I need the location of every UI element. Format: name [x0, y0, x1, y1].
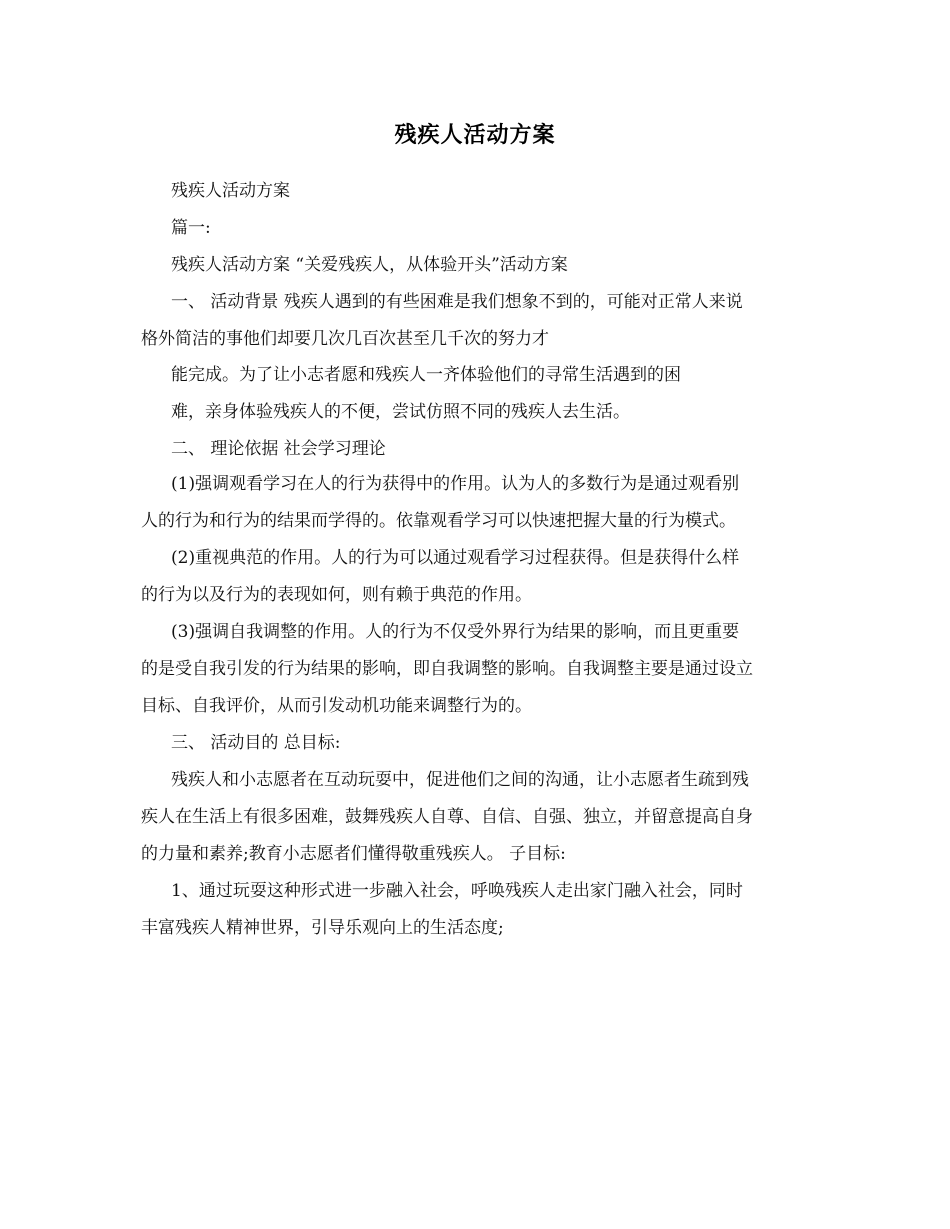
text-line: 1、通过玩耍这种形式进一步融入社会，呼唤残疾人走出家门融入社会，同时	[171, 881, 743, 901]
text-line: 二、 理论依据 社会学习理论	[171, 439, 386, 459]
body-block-b	[141, 357, 821, 468]
text-line: 残疾人活动方案	[171, 181, 290, 201]
document-title: 残疾人活动方案	[394, 122, 556, 148]
text-line: 格外简洁的事他们却要几次几百次甚至几千次的努力才	[141, 329, 549, 349]
text-line: 目标、自我评价，从而引发动机功能来调整行为的。	[141, 696, 532, 716]
text-line: 的是受自我引发的行为结果的影响，即自我调整的影响。自我调整主要是通过设立	[141, 659, 753, 679]
text-line: 人的行为和行为的结果而学得的。依靠观看学习可以快速把握大量的行为模式。	[141, 511, 736, 531]
text-line: 一、 活动背景 残疾人遇到的有些困难是我们想象不到的，可能对正常人来说	[171, 292, 743, 312]
text-line: 残疾人活动方案 “关爱残疾人，从体验开头”活动方案	[171, 255, 568, 275]
text-line: 三、 活动目的 总目标:	[171, 733, 341, 753]
text-line: (1)强调观看学习在人的行为获得中的作用。认为人的多数行为是通过观看别	[171, 474, 740, 494]
text-line: 疾人在生活上有很多困难，鼓舞残疾人自尊、自信、自强、独立，并留意提高自身	[141, 807, 753, 827]
text-line: 丰富残疾人精神世界，引导乐观向上的生活态度;	[141, 918, 504, 938]
text-line: (2)重视典范的作用。人的行为可以通过观看学习过程获得。但是获得什么样	[171, 548, 740, 568]
text-line: 难，亲身体验残疾人的不便，尝试仿照不同的残疾人去生活。	[171, 402, 630, 422]
body-block-c	[141, 466, 821, 947]
text-line: 的力量和素养;教育小志愿者们懂得敬重残疾人。 子目标:	[141, 844, 566, 864]
text-line: (3)强调自我调整的作用。人的行为不仅受外界行为结果的影响，而且更重要	[171, 622, 740, 642]
body-block-a	[141, 173, 821, 358]
text-line: 的行为以及行为的表现如何，则有赖于典范的作用。	[141, 585, 532, 605]
text-line: 残疾人和小志愿者在互动玩耍中，促进他们之间的沟通，让小志愿者生疏到残	[171, 770, 749, 790]
text-line: 篇一:	[171, 218, 211, 238]
text-line: 能完成。为了让小志者愿和残疾人一齐体验他们的寻常生活遇到的困	[171, 365, 681, 385]
